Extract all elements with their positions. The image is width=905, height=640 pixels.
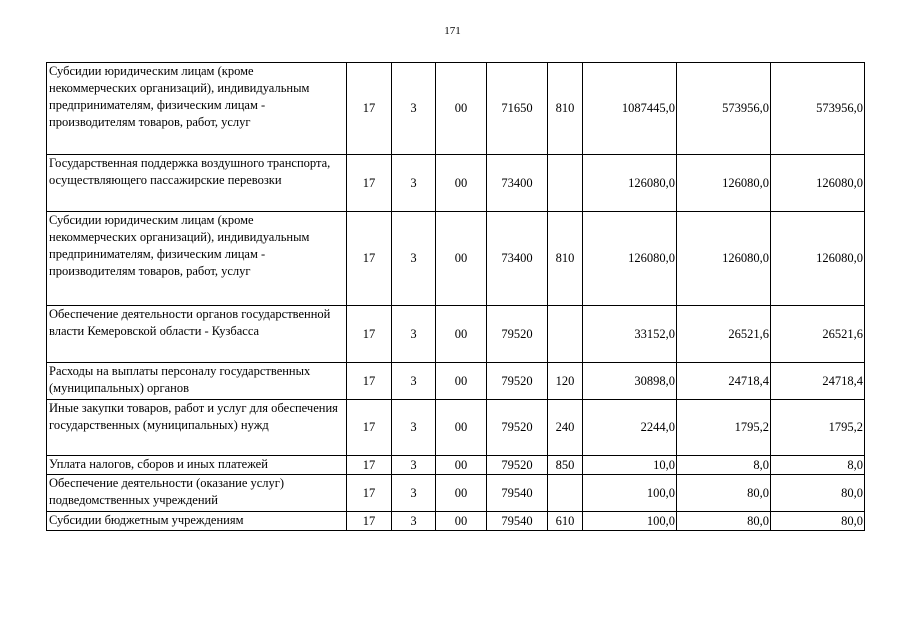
- subprogram-code: 3: [392, 400, 436, 456]
- row-name: Расходы на выплаты персоналу государственных (муниципальных) органов: [47, 363, 347, 400]
- program-code: 17: [347, 63, 392, 155]
- table-row: [47, 400, 865, 456]
- row-name: Субсидии бюджетным учреждениям: [47, 512, 347, 531]
- direction-code: 73400: [487, 212, 548, 306]
- amount-year-2: 80,0: [677, 475, 771, 512]
- row-name: Государственная поддержка воздушного транспорта, осуществляющего пассажирские перевозки: [47, 155, 347, 212]
- subprogram-code: 3: [392, 306, 436, 363]
- direction-code: 79540: [487, 512, 548, 531]
- amount-year-2: 126080,0: [677, 155, 771, 212]
- row-name: Иные закупки товаров, работ и услуг для обеспечения государственных (муниципальных) нужд: [47, 400, 347, 456]
- amount-year-3: 24718,4: [771, 363, 865, 400]
- main-event-code: 00: [436, 512, 487, 531]
- row-name: Обеспечение деятельности органов государственной власти Кемеровской области - Кузбасса: [47, 306, 347, 363]
- main-event-code: 00: [436, 363, 487, 400]
- amount-year-1: 100,0: [583, 475, 677, 512]
- page-number: 171: [444, 25, 461, 37]
- row-name: Обеспечение деятельности (оказание услуг) подведомственных учреждений: [47, 475, 347, 512]
- table-row: [47, 212, 865, 306]
- amount-year-3: 573956,0: [771, 63, 865, 155]
- amount-year-3: 126080,0: [771, 155, 865, 212]
- budget-table: [46, 62, 865, 531]
- subprogram-code: 3: [392, 363, 436, 400]
- table-row: [47, 63, 865, 155]
- amount-year-3: 8,0: [771, 456, 865, 475]
- main-event-code: 00: [436, 306, 487, 363]
- subprogram-code: 3: [392, 155, 436, 212]
- main-event-code: 00: [436, 400, 487, 456]
- main-event-code: 00: [436, 212, 487, 306]
- program-code: 17: [347, 306, 392, 363]
- amount-year-1: 33152,0: [583, 306, 677, 363]
- subprogram-code: 3: [392, 512, 436, 531]
- row-name: Субсидии юридическим лицам (кроме некоммерческих организаций), индивидуальным предпринимателям, физическим лицам - производителям товаров, работ, услуг: [47, 63, 347, 155]
- direction-code: 79520: [487, 456, 548, 475]
- direction-code: 79520: [487, 363, 548, 400]
- subprogram-code: 3: [392, 456, 436, 475]
- expense-type-code: 810: [548, 63, 583, 155]
- table-row: [47, 475, 865, 512]
- amount-year-2: 26521,6: [677, 306, 771, 363]
- program-code: 17: [347, 363, 392, 400]
- program-code: 17: [347, 212, 392, 306]
- expense-type-code: 610: [548, 512, 583, 531]
- amount-year-2: 1795,2: [677, 400, 771, 456]
- expense-type-code: 810: [548, 212, 583, 306]
- main-event-code: 00: [436, 475, 487, 512]
- main-event-code: 00: [436, 63, 487, 155]
- amount-year-3: 26521,6: [771, 306, 865, 363]
- amount-year-3: 80,0: [771, 512, 865, 531]
- main-event-code: 00: [436, 155, 487, 212]
- program-code: 17: [347, 512, 392, 531]
- amount-year-3: 1795,2: [771, 400, 865, 456]
- program-code: 17: [347, 475, 392, 512]
- expense-type-code: 240: [548, 400, 583, 456]
- table-row: [47, 363, 865, 400]
- table-row: [47, 306, 865, 363]
- row-name: Уплата налогов, сборов и иных платежей: [47, 456, 347, 475]
- program-code: 17: [347, 155, 392, 212]
- amount-year-2: 24718,4: [677, 363, 771, 400]
- amount-year-1: 2244,0: [583, 400, 677, 456]
- subprogram-code: 3: [392, 475, 436, 512]
- amount-year-2: 126080,0: [677, 212, 771, 306]
- program-code: 17: [347, 400, 392, 456]
- program-code: 17: [347, 456, 392, 475]
- row-name: Субсидии юридическим лицам (кроме некоммерческих организаций), индивидуальным предпринимателям, физическим лицам - производителям товаров, работ, услуг: [47, 212, 347, 306]
- amount-year-3: 80,0: [771, 475, 865, 512]
- amount-year-1: 30898,0: [583, 363, 677, 400]
- subprogram-code: 3: [392, 63, 436, 155]
- amount-year-3: 126080,0: [771, 212, 865, 306]
- amount-year-1: 10,0: [583, 456, 677, 475]
- subprogram-code: 3: [392, 212, 436, 306]
- amount-year-1: 126080,0: [583, 212, 677, 306]
- amount-year-2: 8,0: [677, 456, 771, 475]
- expense-type-code: [548, 475, 583, 512]
- table-row: [47, 456, 865, 475]
- amount-year-2: 80,0: [677, 512, 771, 531]
- direction-code: 73400: [487, 155, 548, 212]
- expense-type-code: 850: [548, 456, 583, 475]
- amount-year-1: 1087445,0: [583, 63, 677, 155]
- amount-year-2: 573956,0: [677, 63, 771, 155]
- main-event-code: 00: [436, 456, 487, 475]
- direction-code: 79540: [487, 475, 548, 512]
- table-row: [47, 512, 865, 531]
- table-row: [47, 155, 865, 212]
- direction-code: 79520: [487, 306, 548, 363]
- expense-type-code: 120: [548, 363, 583, 400]
- expense-type-code: [548, 306, 583, 363]
- amount-year-1: 126080,0: [583, 155, 677, 212]
- direction-code: 79520: [487, 400, 548, 456]
- amount-year-1: 100,0: [583, 512, 677, 531]
- direction-code: 71650: [487, 63, 548, 155]
- expense-type-code: [548, 155, 583, 212]
